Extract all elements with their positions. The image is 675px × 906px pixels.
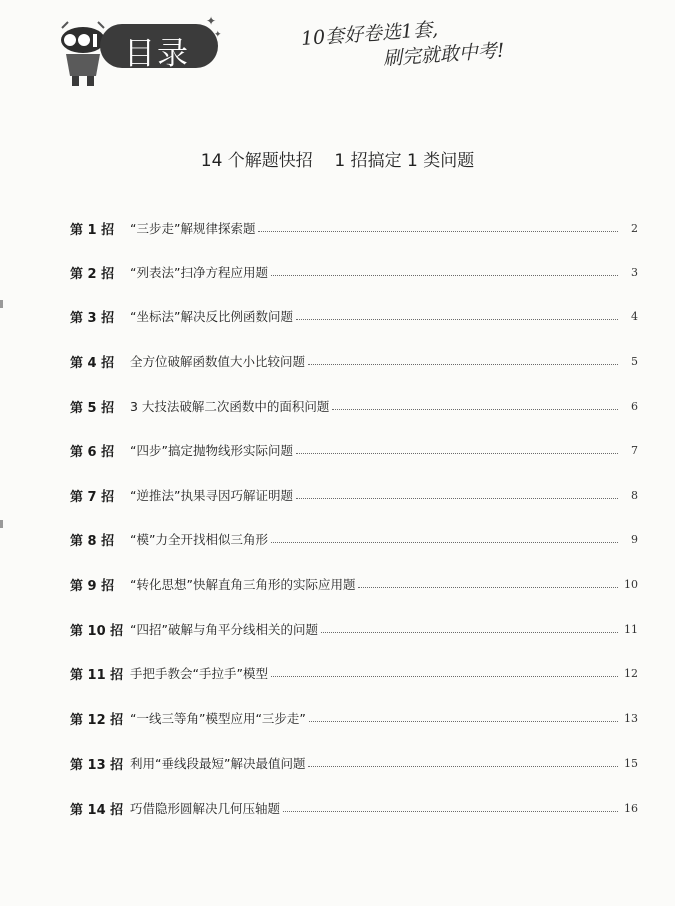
page-title: 目录 — [124, 36, 190, 72]
toc-entry-number: 第 1 招 — [70, 222, 115, 238]
toc-entry-title: “坐标法”解决反比例函数问题 — [130, 309, 293, 324]
dot-leader — [309, 721, 618, 722]
toc-entry[interactable] — [70, 708, 638, 728]
toc-entry-title: 3 大技法破解二次函数中的面积问题 — [130, 399, 330, 414]
dot-leader — [283, 811, 618, 812]
toc-entry-number: 第 3 招 — [70, 310, 115, 326]
toc-entry[interactable] — [70, 306, 638, 326]
sparkle-icon: ✦ — [206, 14, 217, 28]
sparkle-icon: ✦ — [214, 30, 222, 40]
toc-entry[interactable] — [70, 798, 638, 818]
scan-edge-mark — [0, 300, 3, 308]
toc-entry-page: 8 — [631, 488, 638, 502]
toc-entry-number: 第 4 招 — [70, 355, 115, 371]
toc-entry-number: 第 10 招 — [70, 623, 124, 639]
toc-entry[interactable] — [70, 440, 638, 460]
toc-entry[interactable] — [70, 619, 638, 639]
dot-leader — [358, 587, 618, 588]
toc-entry-title: “四招”破解与角平分线相关的问题 — [130, 622, 318, 637]
dot-leader — [332, 409, 618, 410]
toc-entry-page: 7 — [631, 443, 638, 457]
toc-entry[interactable] — [70, 262, 638, 282]
toc-entry-title: 全方位破解函数值大小比较问题 — [130, 354, 306, 369]
toc-entry-page: 12 — [624, 666, 638, 680]
toc-entry[interactable] — [70, 663, 638, 683]
toc-entry-page: 6 — [631, 399, 638, 413]
toc-entry-title: “逆推法”执果寻因巧解证明题 — [130, 488, 293, 503]
toc-entry-number: 第 14 招 — [70, 802, 124, 818]
toc-entry-title: “转化思想”快解直角三角形的实际应用题 — [130, 577, 356, 592]
toc-entry-number: 第 11 招 — [70, 667, 124, 683]
toc-entry-page: 15 — [624, 756, 638, 770]
dot-leader — [308, 364, 618, 365]
toc-entry-title: “一线三等角”模型应用“三步走” — [130, 711, 306, 726]
mascot-icon — [58, 20, 108, 90]
toc-entry-title: 利用“垂线段最短”解决最值问题 — [130, 756, 306, 771]
toc-entry-page: 2 — [631, 221, 638, 235]
toc-entry-number: 第 2 招 — [70, 266, 115, 282]
dot-leader — [321, 632, 618, 633]
toc-entry[interactable] — [70, 529, 638, 549]
toc-entry-number: 第 5 招 — [70, 400, 115, 416]
dot-leader — [296, 319, 618, 320]
toc-entry-number: 第 13 招 — [70, 757, 124, 773]
toc-entry[interactable] — [70, 218, 638, 238]
toc-entry-number: 第 8 招 — [70, 533, 115, 549]
slogan-line-2: 刷完就敢中考! — [382, 39, 506, 70]
toc-entry-title: “三步走”解规律探索题 — [130, 221, 256, 236]
dot-leader — [308, 766, 618, 767]
section-heading: 14 个解题快招 1 招搞定 1 类问题 — [200, 151, 475, 171]
toc-entry-page: 3 — [631, 265, 638, 279]
toc-entry[interactable] — [70, 485, 638, 505]
contents-title-badge — [100, 24, 218, 72]
slogan-line-1: 10套好卷选1套, — [300, 18, 439, 50]
dot-leader — [258, 231, 618, 232]
toc-entry-page: 11 — [624, 622, 638, 636]
dot-leader — [271, 676, 618, 677]
toc-entry-title: “模”力全开找相似三角形 — [130, 532, 268, 547]
dot-leader — [271, 542, 618, 543]
dot-leader — [296, 498, 618, 499]
toc-entry-page: 13 — [624, 711, 638, 725]
toc-entry-page: 5 — [631, 354, 638, 368]
toc-entry-number: 第 9 招 — [70, 578, 115, 594]
dot-leader — [296, 453, 618, 454]
toc-entry-number: 第 6 招 — [70, 444, 115, 460]
toc-entry-title: 手把手教会“手拉手”模型 — [130, 666, 268, 681]
header — [0, 0, 675, 110]
toc-entry-page: 16 — [624, 801, 638, 815]
toc-entry[interactable] — [70, 351, 638, 371]
toc-entry[interactable] — [70, 753, 638, 773]
dot-leader — [271, 275, 618, 276]
scan-edge-mark — [0, 520, 3, 528]
toc-entry-page: 10 — [624, 577, 638, 591]
toc-entry-number: 第 7 招 — [70, 489, 115, 505]
toc-entry-title: “列表法”扫净方程应用题 — [130, 265, 268, 280]
toc-entry-page: 4 — [631, 309, 638, 323]
toc-entry-number: 第 12 招 — [70, 712, 124, 728]
toc-entry-title: 巧借隐形圆解决几何压轴题 — [130, 801, 281, 816]
toc-entry[interactable] — [70, 574, 638, 594]
toc-entry[interactable] — [70, 396, 638, 416]
toc-entry-page: 9 — [631, 532, 638, 546]
toc-entry-title: “四步”搞定抛物线形实际问题 — [130, 443, 293, 458]
